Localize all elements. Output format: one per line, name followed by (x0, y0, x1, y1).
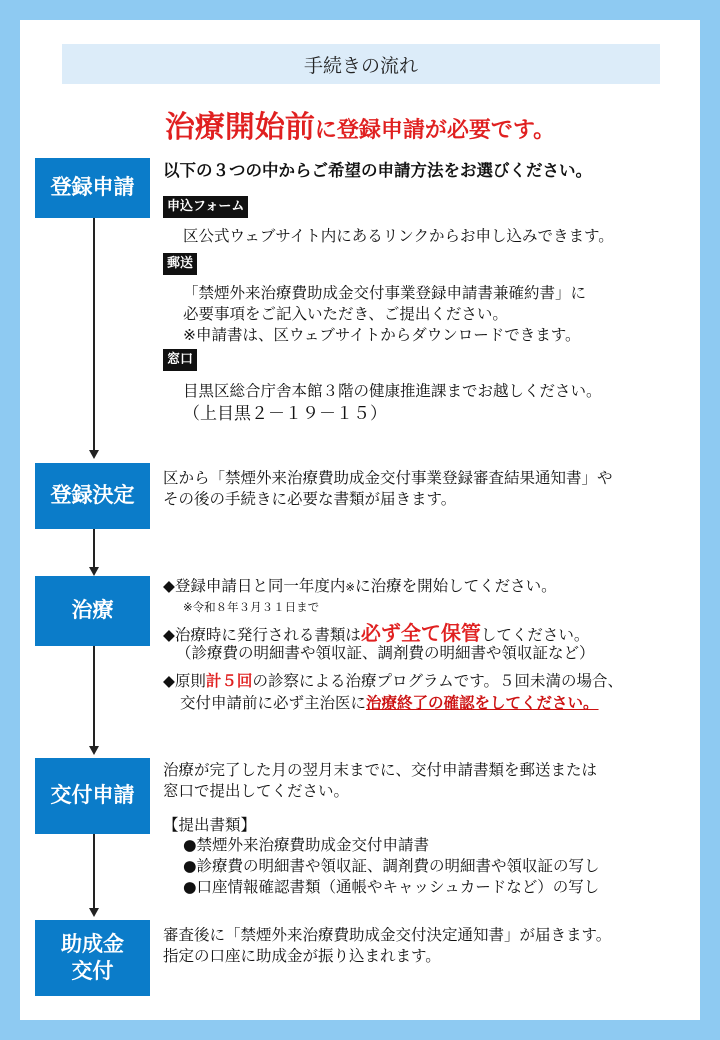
treatment-item-1-text-end: に治療を開始してください。 (355, 577, 557, 595)
treatment-item-3-line2 (180, 693, 599, 713)
treatment-item-3-text: ◆原則 (163, 672, 206, 690)
arrow-down-icon (89, 746, 99, 755)
treatment-item-2-line2: （診療費の明細書や領収証、調剤費の明細書や領収証など） (176, 644, 595, 662)
flow-card (20, 20, 700, 1020)
method-tag-mail: 郵送 (163, 253, 197, 275)
step-treatment: 治療 (35, 576, 150, 646)
decision-line: その後の手続きに必要な書類が届きます。 (163, 490, 457, 508)
step-decision: 登録決定 (35, 463, 150, 529)
step-registration: 登録申請 (35, 158, 150, 218)
step-grant (35, 920, 150, 996)
grant-line: 審査後に「禁煙外来治療費助成金交付決定通知書」が届きます。 (163, 926, 612, 944)
treatment-item-1-text: ◆登録申請日と同一年度内 (163, 577, 346, 595)
step-grant-line-1: 助成金 (61, 931, 124, 956)
timeline-line-3 (93, 646, 95, 748)
method-form-text: 区公式ウェブサイト内にあるリンクからお申し込みできます。 (183, 227, 614, 245)
treatment-item-2-emphasis: 必ず全て保管 (360, 621, 481, 645)
doc-item: ●口座情報確認書類（通帳やキャッシュカードなど）の写し (183, 878, 600, 896)
application-line: 治療が完了した月の翌月末までに、交付申請書類を郵送または (163, 761, 598, 779)
doc-item: ●禁煙外来治療費助成金交付申請書 (183, 836, 430, 854)
step-grant-line-2: 交付 (71, 959, 114, 983)
subtitle-emphasis: 治療開始前 (164, 110, 315, 145)
method-mail-line: 「禁煙外来治療費助成金交付事業登録申請書兼確約書」に (183, 284, 587, 302)
method-counter-address: （上目黒２－１９－１５） (183, 404, 387, 424)
timeline-line-4 (93, 834, 95, 910)
docs-heading: 【提出書類】 (163, 816, 257, 834)
subtitle (20, 102, 700, 146)
arrow-down-icon (89, 567, 99, 576)
treatment-item-3-emphasis: 計５回 (205, 672, 253, 690)
method-mail-line: 必要事項をご記入いただき、ご提出ください。 (183, 305, 508, 323)
method-tag-form: 申込フォーム (163, 196, 248, 218)
treatment-note: ※令和８年３月３１日まで (183, 600, 320, 614)
arrow-down-icon (89, 908, 99, 917)
treatment-item-1-mark: ※ (345, 580, 356, 594)
method-counter-line: 目黒区総合庁舎本館３階の健康推進課までお越しください。 (183, 382, 602, 400)
treatment-item-3 (163, 671, 623, 691)
decision-line: 区から「禁煙外来治療費助成金交付事業登録審査結果通知書」や (163, 469, 613, 487)
step-application: 交付申請 (35, 758, 150, 834)
treatment-item-3-text-end: の診察による治療プログラムです。５回未満の場合、 (252, 672, 624, 690)
treatment-item-2-text: ◆治療時に発行される書類は (163, 626, 361, 644)
treatment-item-1 (163, 576, 557, 596)
timeline-line-1 (93, 218, 95, 452)
method-tag-counter: 窓口 (163, 349, 197, 371)
grant-line: 指定の口座に助成金が振り込まれます。 (163, 947, 441, 965)
doc-item: ●診療費の明細書や領収証、調剤費の明細書や領収証の写し (183, 857, 600, 875)
method-mail-line: ※申請書は、区ウェブサイトからダウンロードできます。 (183, 326, 581, 344)
subtitle-rest: に登録申請が必要です。 (314, 118, 556, 143)
treatment-item-2-text-end: してください。 (480, 626, 590, 644)
application-line: 窓口で提出してください。 (163, 782, 350, 800)
arrow-down-icon (89, 450, 99, 459)
timeline-line-2 (93, 529, 95, 569)
treatment-item-3-line2-emphasis: 治療終了の確認をしてください。 (366, 694, 599, 712)
page-title: 手続きの流れ (62, 44, 660, 84)
treatment-item-3-line2-text: 交付申請前に必ず主治医に (180, 694, 367, 712)
registration-intro: 以下の３つの中からご希望の申請方法をお選びください。 (163, 161, 592, 180)
